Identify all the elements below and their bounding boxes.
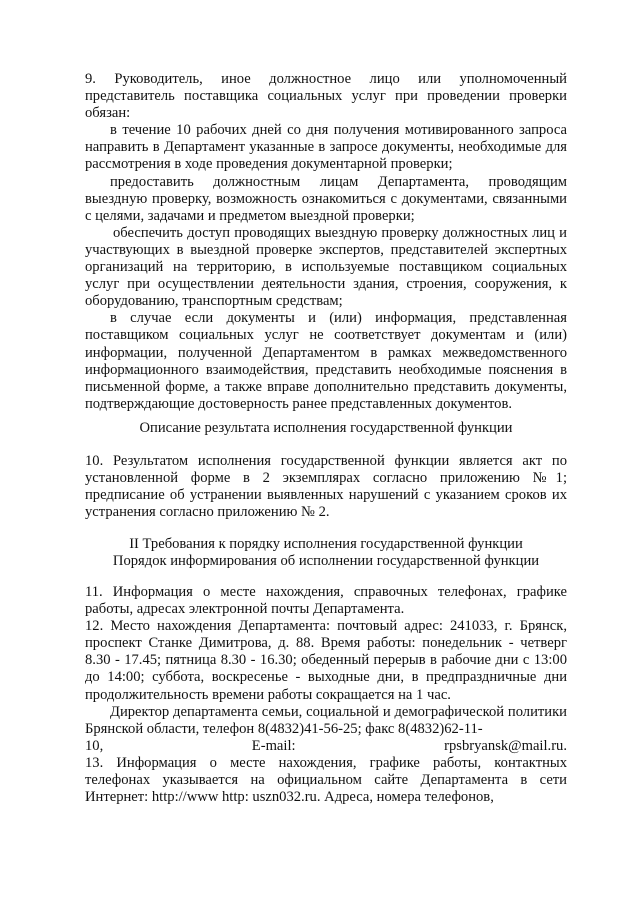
email-address: rpsbryansk@mail.ru. (444, 737, 567, 754)
paragraph-9-item-1: в течение 10 рабочих дней со дня получения мотивированного запроса направить в Департамент указанные в запросе документы, необходимые для рассмотрения в ходе проведения документарной проверки; (85, 122, 567, 173)
fax-ending: 10, (85, 737, 104, 754)
director-contacts: Директор департамента семьи, социальной и демографической политики Брянской области, телефон 8(4832)41-56-25; факс 8(4832)62-11- (85, 703, 567, 737)
paragraph-13: 13. Информация о месте нахождения, графике работы, контактных телефонах указывается на официальном сайте Департамента в сети Интернет: http://www http: uszn032.ru. Адреса, номера телефонов, (85, 754, 567, 806)
paragraph-11: 11. Информация о месте нахождения, справочных телефонах, графике работы, адресах электронной почты Департамента. (85, 584, 567, 618)
result-heading: Описание результата исполнения государственной функции (139, 420, 513, 436)
section-2-heading (85, 536, 567, 570)
email-line (85, 738, 567, 755)
paragraph-9-intro: 9. Руководитель, иное должностное лицо или уполномоченный представитель поставщика социальных услуг при проведении проверки обязан: (85, 71, 567, 122)
paragraph-9-item-4: в случае если документы и (или) информация, представленная поставщиком социальных услуг не соответствует документам и (или) информации, полученной Департаментом в рамках межведомственного информационного взаимодействия, представить необходимые пояснения в письменной форме, а также вправе дополнительно представить документы, подтверждающие достоверность ранее представленных документов. (85, 310, 567, 412)
email-label: E-mail: (251, 737, 296, 754)
section-2-subtitle: Порядок информирования об исполнении государственной функции (112, 553, 540, 570)
paragraph-10-block (85, 453, 567, 521)
paragraph-9-item-2: предоставить должностным лицам Департамента, проводящим выездную проверку, возможность ознакомиться с документами, связанными с целями, задачами и предметом выездной проверки; (85, 173, 567, 224)
paragraph-10: 10. Результатом исполнения государственной функции является акт по установленной форме в 2 экземплярах согласно приложению №1; предписание об устранении выявленных нарушений с указанием сроков их устранения согласно приложению № 2. (85, 453, 567, 521)
contacts-block (85, 584, 567, 806)
result-heading-block (85, 420, 567, 437)
paragraph-9 (85, 71, 567, 413)
paragraph-12: 12. Место нахождения Департамента: почтовый адрес: 241033, г. Брянск, проспект Станке Димитрова, д. 88. Время работы: понедельник - четверг 8.30 - 17.45; пятница 8.30 - 16.30; обеденный перерыв в рабочие дни с 13:00 до 14:00; суббота, воскресенье - выходные дни, в предпраздничные дни продолжительность времени работы сокращается на 1 час. (85, 618, 567, 703)
paragraph-9-item-3: обеспечить доступ проводящих выездную проверку должностных лиц и участвующих в выездной проверке экспертов, представителей экспертных организаций на территорию, в используемые поставщиком социальных услуг при осуществлении деятельности здания, строения, сооружения, к оборудованию, транспортным средствам; (85, 224, 567, 310)
section-2-title: II Требования к порядку исполнения государственной функции (129, 536, 523, 552)
